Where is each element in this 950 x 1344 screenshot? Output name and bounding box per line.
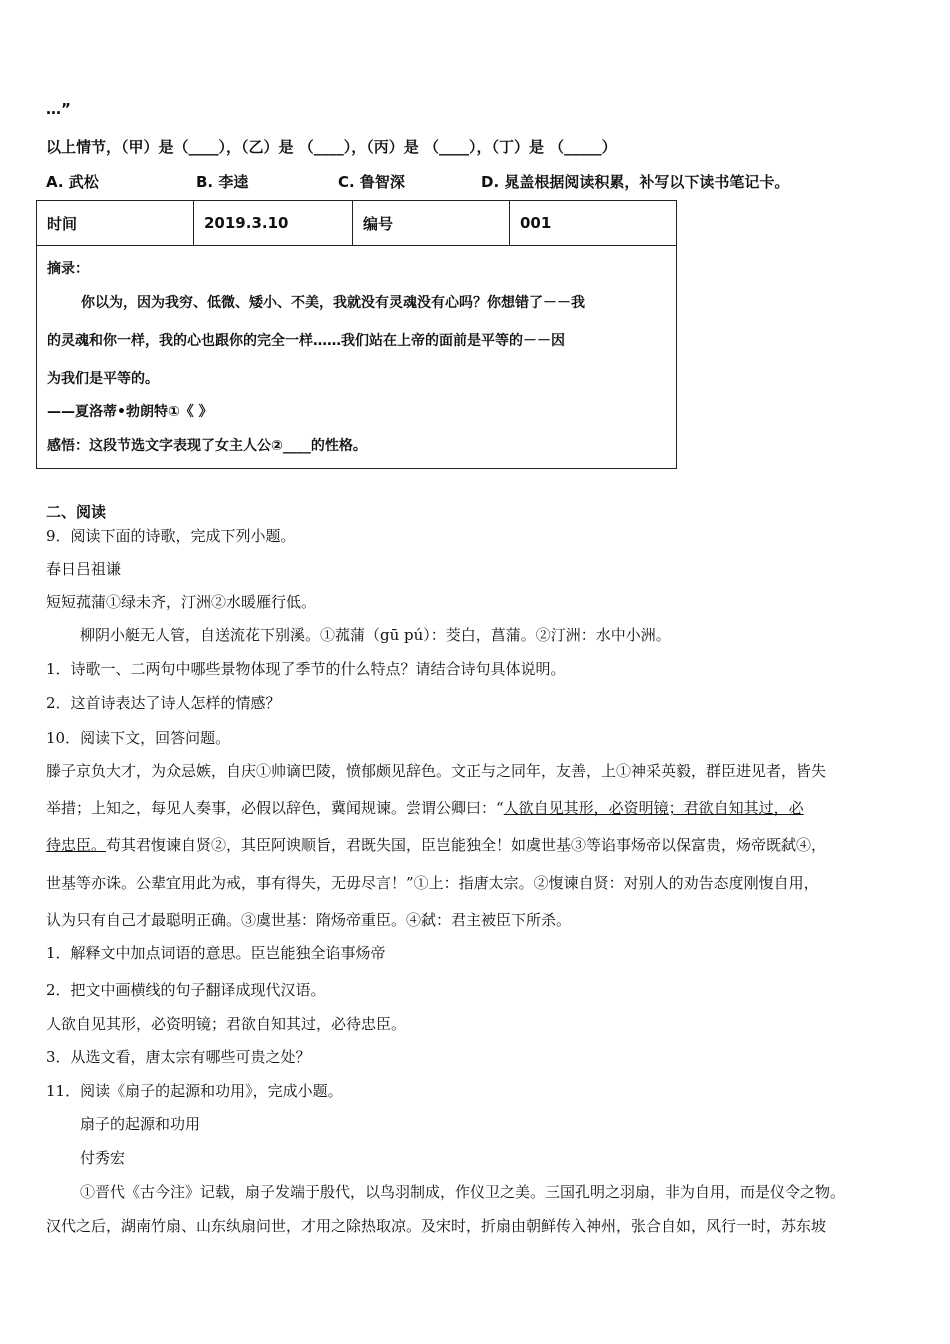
q10-passage-line-2 (46, 797, 804, 818)
q10-sub-2-sentence: 人欲自见其形，必资明镜；君欲自知其过，必待忠臣。 (46, 1015, 407, 1033)
q10-passage-line-3 (46, 834, 826, 855)
q10-passage-line-4: 世基等亦诛。公辈宜用此为戒，事有得失，无毋尽言！”①上：指唐太宗。②愎谏自贤：对别人的劝告态度刚愎自用， (46, 874, 819, 892)
q11-paragraph-1: ①晋代《古今注》记载，扇子发端于殷代，以鸟羽制成，作仪卫之美。三国孔明之羽扇，非为自用，而是仪令之物。 (80, 1183, 846, 1201)
option-b: B. 李逵 (196, 173, 249, 191)
q10-sub-3: 3．从选文看，唐太宗有哪些可贵之处？ (46, 1048, 311, 1066)
q11-article-author: 付秀宏 (80, 1149, 126, 1167)
q10-line-3-text: 苟其君愎谏自贤②，其臣阿谀顺旨，君既失国，臣岂能独全！如虞世基③等谄事炀帝以保富贵，炀帝既弑④， (106, 836, 827, 854)
option-a: A. 武松 (46, 173, 99, 191)
excerpt-line-3: 为我们是平等的。 (47, 371, 159, 387)
q10-intro: 10．阅读下文，回答问题。 (46, 729, 231, 747)
q10-underlined-sentence-part-1: 人欲自见其形，必资明镜；君欲自知其过，必 (503, 799, 804, 817)
q10-sub-2: 2．把文中画横线的句子翻译成现代汉语。 (46, 981, 326, 999)
author-line: ——夏洛蒂•勃朗特①《 》 (47, 404, 213, 420)
reading-note-card (36, 200, 677, 469)
excerpt-line-2: 的灵魂和你一样，我的心也跟你的完全一样……我们站在上帝的面前是平等的－－因 (47, 333, 565, 349)
ellipsis-text: …” (46, 100, 71, 118)
feeling-line: 感悟：这段节选文字表现了女主人公②____的性格。 (47, 438, 367, 454)
card-header-row (37, 201, 677, 246)
card-body (37, 246, 677, 469)
q10-passage-line-5: 认为只有自己才最聪明正确。③虞世基：隋炀帝重臣。④弑：君主被臣下所杀。 (46, 911, 572, 929)
card-number-value: 001 (510, 201, 677, 246)
section-title: 二、阅读 (46, 503, 107, 521)
option-d: D. 晁盖根据阅读积累，补写以下读书笔记卡。 (481, 173, 790, 191)
card-number-label: 编号 (353, 201, 510, 246)
card-time-label: 时间 (37, 201, 194, 246)
q9-poem-line-2: 柳阴小艇无人管，自送流花下别溪。①菰蒲（gū pú）：茭白，菖蒲。②汀洲：水中小洲。 (80, 626, 671, 644)
q9-poem-line-1: 短短菰蒲①绿未齐，汀洲②水暖雁行低。 (46, 593, 317, 611)
q9-sub-1: 1．诗歌一、二两句中哪些景物体现了季节的什么特点？请结合诗句具体说明。 (46, 660, 566, 678)
option-c: C. 鲁智深 (338, 173, 405, 191)
q10-passage-line-1: 滕子京负大才，为众忌嫉，自庆①帅谪巴陵，愤郁颇见辞色。文正与之同年，友善，上①神采英毅，群臣进见者，皆失 (46, 762, 827, 780)
q11-article-title: 扇子的起源和功用 (80, 1115, 201, 1133)
q9-poem-title: 春日吕祖谦 (46, 560, 122, 578)
q11-intro: 11．阅读《扇子的起源和功用》，完成小题。 (46, 1082, 343, 1100)
q10-line-2-text: 举措；上知之，每见人奏事，必假以辞色，冀闻规谏。尝谓公卿曰：“ (46, 799, 504, 817)
q10-sub-1: 1．解释文中加点词语的意思。臣岂能独全谄事炀帝 (46, 944, 386, 962)
excerpt-line-1: 你以为，因为我穷、低微、矮小、不美，我就没有灵魂没有心吗？你想错了－－我 (81, 295, 585, 311)
q9-intro: 9．阅读下面的诗歌，完成下列小题。 (46, 527, 296, 545)
q9-sub-2: 2．这首诗表达了诗人怎样的情感？ (46, 694, 281, 712)
excerpt-label: 摘录： (47, 261, 89, 277)
card-time-value: 2019.3.10 (194, 201, 353, 246)
q10-underlined-sentence-part-2: 待忠臣。 (46, 836, 107, 854)
q11-paragraph-2: 汉代之后，湖南竹扇、山东纨扇问世，才用之除热取凉。及宋时，折扇由朝鲜传入神州，张合自如，风行一时，苏东坡 (46, 1217, 827, 1235)
question-line: 以上情节，（甲）是（____），（乙）是 （____），（丙）是 （____），（丁）是 （_____） (46, 138, 617, 156)
